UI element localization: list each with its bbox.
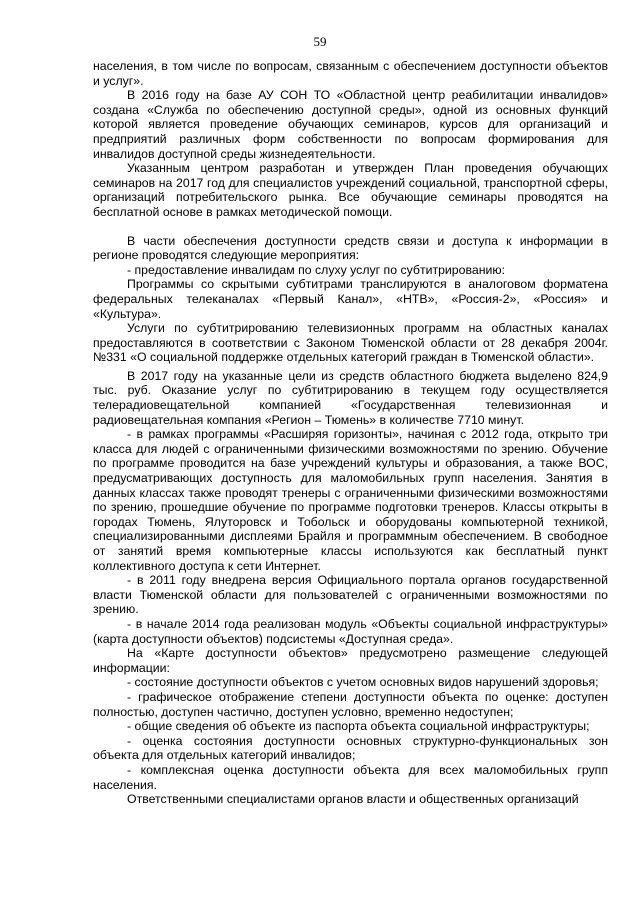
body-text xyxy=(93,59,608,807)
paragraph: Услуги по субтитрированию телевизионных программ на областных каналах предоставляются в соответствии с Законом Тюменской области от 28 декабря 2004г. №331 «О социальной поддержке отдельных категорий граждан в Тюменской области». xyxy=(93,321,608,365)
paragraph: - графическое отображение степени доступности объекта по оценке: доступен полностью, доступен частично, доступен условно, временно недоступен; xyxy=(93,689,608,719)
page-number: 59 xyxy=(313,34,327,49)
paragraph: На «Карте доступности объектов» предусмотрено размещение следующей информации: xyxy=(93,646,608,675)
paragraph: - комплексная оценка доступности объекта для всех маломобильных групп населения. xyxy=(93,762,608,792)
paragraph: - общие сведения об объекте из паспорта объекта социальной инфраструктуры; xyxy=(127,719,590,734)
paragraph: В 2017 году на указанные цели из средств областного бюджета выделено 824,9 тыс. руб. Оказание услуг по субтитрированию в текущем году осуществляется телерадиовещательной компанией «Государственная телевизионная и радиовещательная компания «Регион – Тюмень» в количестве 7710 минут. xyxy=(93,368,608,427)
paragraph: В 2016 году на базе АУ СОН ТО «Областной центр реабилитации инвалидов» создана «Служба по обеспечению доступной среды», одной из основных функций которой является проведение обучающих семинаров, курсов для организаций и предприятий различных форм собственности по вопросам формирования для инвалидов доступной среды жизнедеятельности. xyxy=(93,88,608,161)
paragraph: Программы со скрытыми субтитрами транслируются в аналоговом форматена федеральных телеканалах «Первый Канал», «НТВ», «Россия-2», «Россия» и «Культура». xyxy=(93,277,608,321)
paragraph: - в 2011 году внедрена версия Официального портала органов государственной власти Тюменской области для пользователей с ограниченными возможностями по зрению. xyxy=(93,573,608,617)
paragraph: - предоставление инвалидам по слуху услуг по субтитрированию: xyxy=(127,262,506,277)
paragraph: Ответственными специалистами органов власти и общественных организаций xyxy=(127,792,579,807)
paragraph: - в начале 2014 года реализован модуль «Объекты социальной инфраструктуры» (карта доступности объектов) подсистемы «Доступная среда». xyxy=(93,616,608,646)
paragraph: В части обеспечения доступности средств связи и доступа к информации в регионе проводятся следующие мероприятия: xyxy=(93,233,608,263)
paragraph: - оценка состояния доступности основных структурно-функциональных зон объекта для отдельных категорий инвалидов; xyxy=(93,733,608,763)
paragraph: Указанным центром разработан и утвержден План проведения обучающих семинаров на 2017 год для специалистов учреждений социальной, транспортной сферы, организаций потребительского рынка. Все обучающие семинары проводятся на бесплатной основе в рамках методической помощи. xyxy=(93,161,608,219)
paragraph: населения, в том числе по вопросам, связанным с обеспечением доступности объектов и услуг». xyxy=(93,59,608,88)
paragraph: - состояние доступности объектов с учетом основных видов нарушений здоровья; xyxy=(127,675,599,690)
paragraph: - в рамках программы «Расширяя горизонты», начиная с 2012 года, открыто три класса для людей с ограниченными физическими возможностями по зрению. Обучение по программе проводится на базе учреждений культуры и образования, а также ВОС, предусматривающих доступность для маломобильных групп населения. Занятия в данных классах также проводят тренеры с ограниченными физическими возможностями по зрению, прошедшие обучение по программе подготовки тренеров. Классы открыты в городах Тюмень, Ялуторовск и Тобольск и оборудованы компьютерной техникой, специализированными дисплеями Брайля и программным обеспечением. В свободное от занятий время компьютерные классы используются как бесплатный пункт коллективного доступа к сети Интернет. xyxy=(93,427,608,573)
